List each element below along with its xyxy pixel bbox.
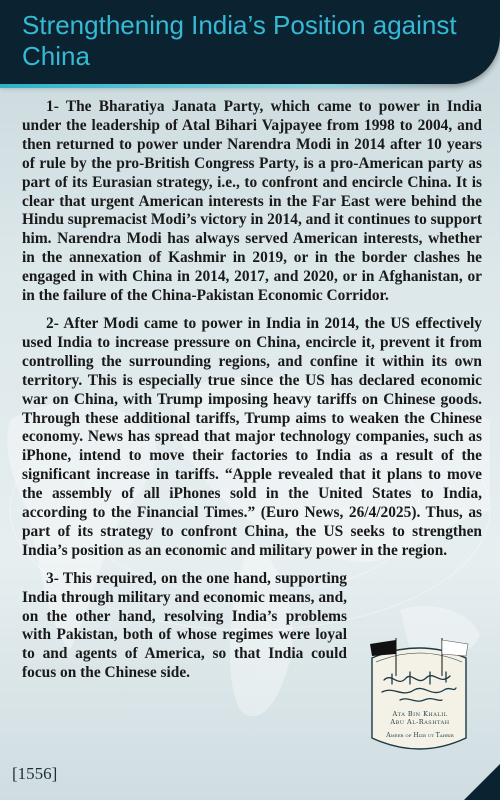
issue-number: [1556]: [12, 764, 58, 783]
emblem-caption: [372, 710, 468, 740]
emblem-role: Ameer of Hizb ut Tahrir: [386, 732, 454, 739]
paragraph-1: 1- The Bharatiya Janata Party, which came to power in India under the leadership of Atal Bihari Vajpayee from 1998 to 2004, and then returned to power under Narendra Modi in 2014 after 10 years of rule by the pro-British Congress Party, is a pro-American party as part of its Eurasian strategy, i.e., to confront and encircle China. It is clear that urgent American interests in the Far East were behind the Hindu supremacist Modi’s victory in 2014, and it continues to support him. Narendra Modi has always served American interests, whether in the annexation of Kashmir in 2019, or in the border clashes he engaged in with China in 2014, 2017, and 2020, or in Afghanistan, or in the failure of the China-Pakistan Economic Corridor.: [22, 98, 482, 305]
emblem-name-line-1: Ata Bin Khalil: [392, 710, 448, 718]
ameer-emblem-seal: [352, 628, 486, 762]
page-title: Strengthening India’s Position against China: [22, 10, 457, 71]
paragraph-2: 2- After Modi came to power in India in 2014, the US effectively used India to increase pressure on China, encircle it, prevent it from controlling the surrounding regions, and confine it within its own territory. This is especially true since the US has declared economic war on China, with Trump imposing heavy tariffs on Chinese goods. Through these additional tariffs, Trump aims to weaken the Chinese economy. News has spread that major technology companies, such as iPhone, intend to move their factories to India as a result of the significant increase in tariffs. “Apple revealed that it plans to move the assembly of all iPhones sold in the United States to India, according to the Financial Times.” (Euro News, 26/4/2025). Thus, as part of its strategy to confront China, the US seeks to strengthen India’s position as an economic and military power in the region.: [22, 314, 482, 559]
article-body: [22, 98, 482, 683]
corner-decoration: [464, 764, 500, 800]
title-bar: [0, 0, 500, 84]
paragraph-3: 3- This required, on the one hand, supporting India through military and economic means, and, on the other hand, resolving India’s problems with Pakistan, both of whose regimes were loyal to and agents of America, so that India could focus on the Chinese side.: [22, 569, 347, 682]
emblem-name-line-2: Abu Al-Rashtah: [390, 718, 450, 726]
